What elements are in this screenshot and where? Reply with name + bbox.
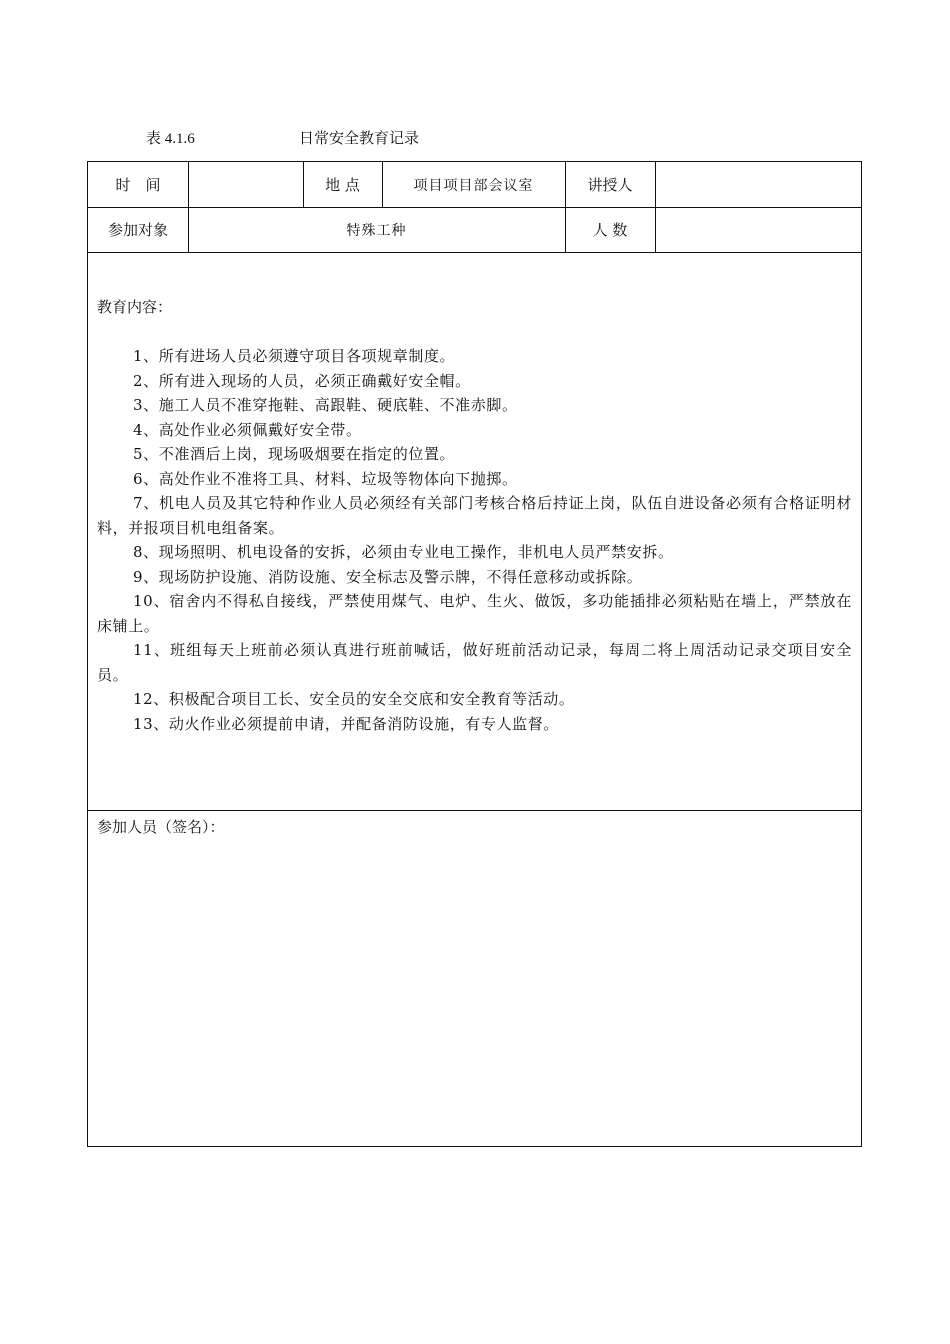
signature-label: 参加人员（签名）： [97, 818, 225, 836]
lecturer-value[interactable] [655, 162, 861, 207]
row-divider [88, 252, 861, 253]
row-divider [88, 810, 861, 811]
rule-item: 7、机电人员及其它特种作业人员必须经有关部门考核合格后持证上岗，队伍自进设备必须有合格证明材料，并报项目机电组备案。 [97, 494, 852, 537]
participants-label: 参加对象 [107, 221, 168, 239]
rule-item: 9、现场防护设施、消防设施、安全标志及警示牌，不得任意移动或拆除。 [133, 567, 643, 586]
rule-item: 5、不准酒后上岗，现场吸烟要在指定的位置。 [133, 445, 456, 463]
place-label: 地 点 [325, 176, 360, 194]
time-label: 时 间 [115, 176, 161, 194]
rule-item: 1、所有进场人员必须遵守项目各项规章制度。 [133, 347, 456, 365]
form-title: 日常安全教育记录 [299, 129, 420, 147]
rule-item: 12、积极配合项目工长、安全员的安全交底和安全教育等活动。 [133, 690, 575, 708]
time-value[interactable] [188, 162, 303, 207]
form-caption [0, 127, 950, 147]
count-label: 人 数 [592, 221, 628, 239]
rule-item: 8、现场照明、机电设备的安拆，必须由专业电工操作，非机电人员严禁安拆。 [133, 543, 674, 561]
participants-value[interactable]: 特殊工种 [346, 222, 407, 239]
count-value[interactable] [655, 207, 861, 252]
safety-education-record-table [87, 161, 862, 1147]
content-heading: 教育内容： [97, 298, 173, 316]
rule-item: 13、动火作业必须提前申请，并配备消防设施，有专人监督。 [133, 714, 559, 733]
education-content-section [88, 254, 861, 810]
rule-item: 4、高处作业必须佩戴好安全带。 [133, 420, 362, 439]
rules-list [97, 344, 852, 736]
rule-item: 2、所有进入现场的人员，必须正确戴好安全帽。 [133, 371, 471, 390]
rule-item: 10、宿舍内不得私自接线，严禁使用煤气、电炉、生火、做饭，多功能插排必须粘贴在墙上，严禁放在床铺上。 [97, 592, 852, 635]
place-value[interactable]: 项目项目部会议室 [413, 177, 534, 194]
rule-item: 11、班组每天上班前必须认真进行班前喊话，做好班前活动记录，每周二将上周活动记录交项目安全员。 [97, 641, 852, 684]
lecturer-label: 讲授人 [587, 176, 633, 194]
table-number: 表 4.1.6 [146, 131, 195, 147]
rule-item: 6、高处作业不准将工具、材料、垃圾等物体向下抛掷。 [133, 469, 518, 488]
rule-item: 3、施工人员不准穿拖鞋、高跟鞋、硬底鞋、不准赤脚。 [133, 396, 518, 414]
